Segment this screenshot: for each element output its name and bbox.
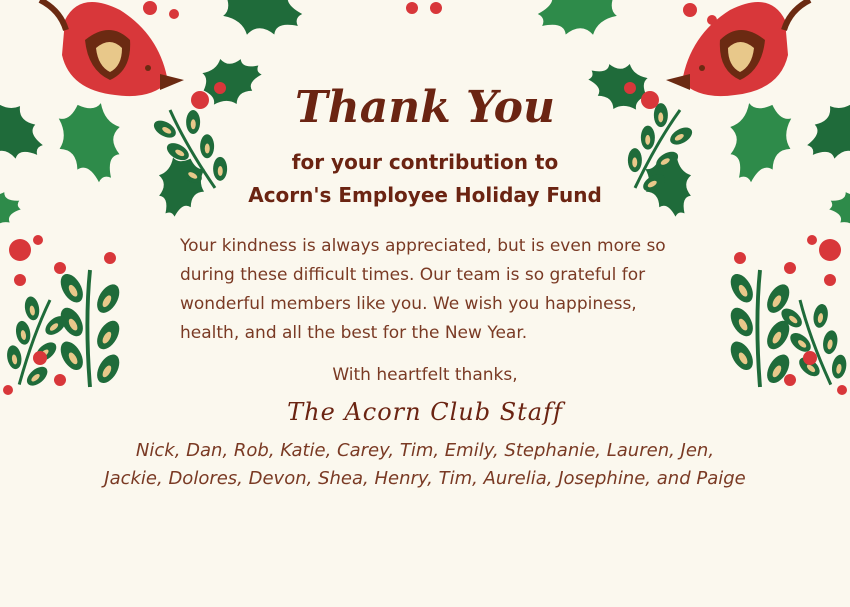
subtitle-line-2: Acorn's Employee Holiday Fund <box>248 183 602 207</box>
message-body: Your kindness is always appreciated, but is even more so during these difficult times. Our team is so grateful for wonderful members like you. We wish you happiness, health, and all the best for the New Year. <box>180 236 666 343</box>
staff-names-line-1: Nick, Dan, Rob, Katie, Carey, Tim, Emily, Stephanie, Lauren, Jen, <box>135 440 715 461</box>
subtitle-line-1: for your contribution to <box>291 150 559 174</box>
staff-names-line-2: Jackie, Dolores, Devon, Shea, Henry, Tim, Aurelia, Josephine, and Paige <box>104 468 746 489</box>
thank-you-title: Thank You <box>295 82 555 133</box>
closing-line: With heartfelt thanks, <box>332 365 518 385</box>
signature: The Acorn Club Staff <box>287 398 563 426</box>
